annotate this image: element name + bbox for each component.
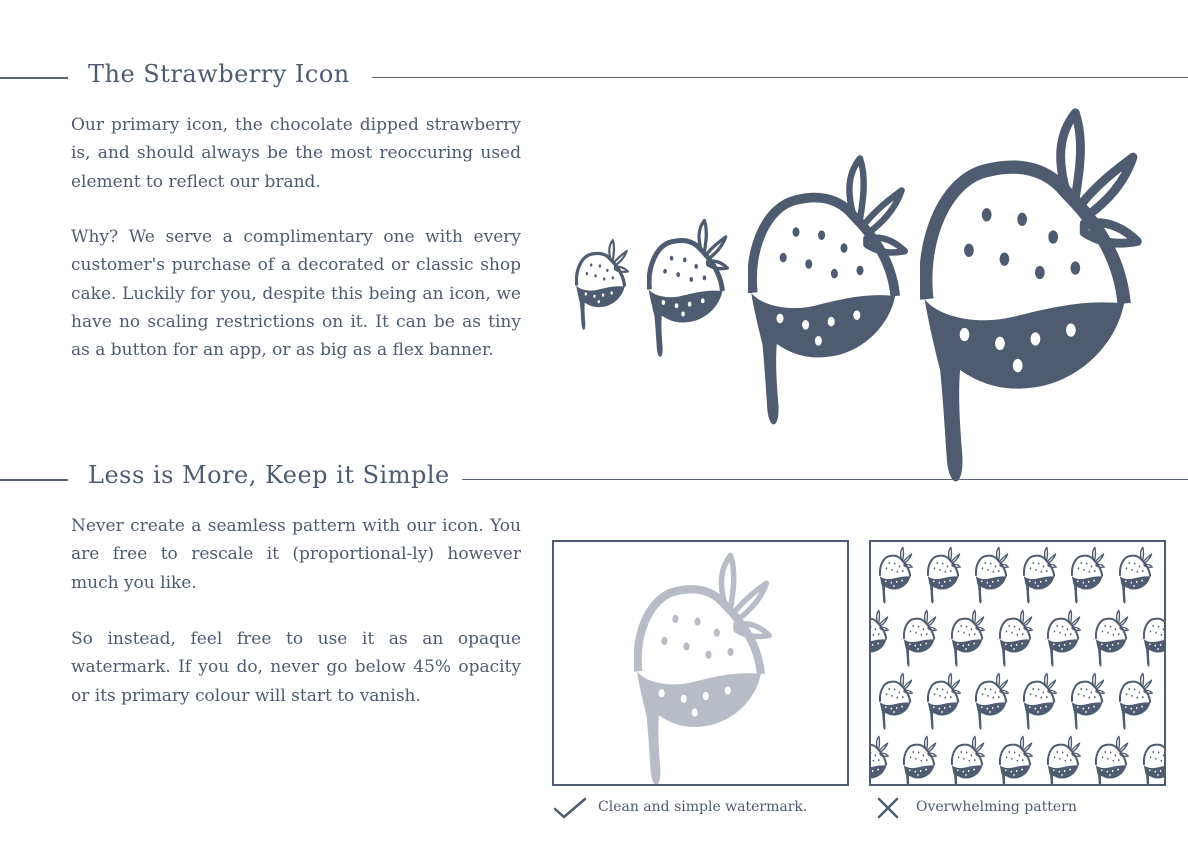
body-paragraph: So instead, feel free to use it as an opaque watermark. If you do, never go below 45% opacity or its primary colour will start to vanish. (71, 629, 521, 706)
section-rule-right (372, 77, 1188, 78)
strawberry-icon (1000, 736, 1033, 784)
strawberry-icon (1000, 610, 1033, 666)
body-paragraph: Why? We serve a complimentary one with every customer's purchase of a decorated or classic shop cake. Luckily for you, despite this being an icon, we have no scaling restrictions on it. It can be as tiny as a button for an app, or as big as a flex banner. (71, 227, 521, 361)
watermark-example (552, 540, 849, 786)
pattern-grid (871, 542, 1164, 784)
strawberry-icon (634, 550, 772, 786)
strawberry-icon (871, 610, 888, 666)
strawberry-icon (1120, 547, 1153, 603)
strawberry-icon (1048, 610, 1081, 666)
strawberry-icon (952, 736, 985, 784)
checkmark-icon (553, 797, 587, 819)
strawberry-icon (904, 610, 937, 666)
strawberry-icon (647, 217, 729, 365)
strawberry-icon (575, 238, 629, 335)
good-example-caption: Clean and simple watermark. (598, 799, 808, 815)
strawberry-icon (920, 104, 1142, 503)
strawberry-icon (871, 736, 888, 784)
strawberry-icon (1024, 673, 1057, 729)
strawberry-icon (976, 547, 1009, 603)
section-rule-left (0, 77, 68, 79)
body-paragraph: Never create a seamless pattern with our icon. You are free to rescale it (proportional-ly) however much you like. (71, 516, 521, 593)
strawberry-icon (1120, 673, 1153, 729)
strawberry-icon (880, 673, 913, 729)
section-title: Less is More, Keep it Simple (88, 461, 450, 489)
strawberry-icon (904, 736, 937, 784)
strawberry-icon (1096, 736, 1129, 784)
strawberry-icon (1144, 610, 1164, 666)
strawberry-icon (952, 610, 985, 666)
strawberry-icon (928, 673, 961, 729)
strawberry-icon (928, 547, 961, 603)
strawberry-icon (976, 673, 1009, 729)
section-rule-left (0, 479, 68, 481)
strawberry-icon (1024, 547, 1057, 603)
strawberry-icon (748, 152, 908, 440)
strawberry-icon (1072, 547, 1105, 603)
pattern-example (869, 540, 1166, 786)
section-rule-right (462, 479, 1188, 480)
strawberry-icon (1048, 736, 1081, 784)
body-paragraph: Our primary icon, the chocolate dipped strawberry is, and should always be the most reoccuring used element to reflect our brand. (71, 115, 521, 192)
section-title: The Strawberry Icon (88, 60, 350, 88)
x-mark-icon (877, 797, 899, 819)
strawberry-icon (1096, 610, 1129, 666)
strawberry-icon (1144, 736, 1164, 784)
strawberry-icon (1072, 673, 1105, 729)
bad-example-caption: Overwhelming pattern (916, 799, 1077, 815)
strawberry-icon (880, 547, 913, 603)
